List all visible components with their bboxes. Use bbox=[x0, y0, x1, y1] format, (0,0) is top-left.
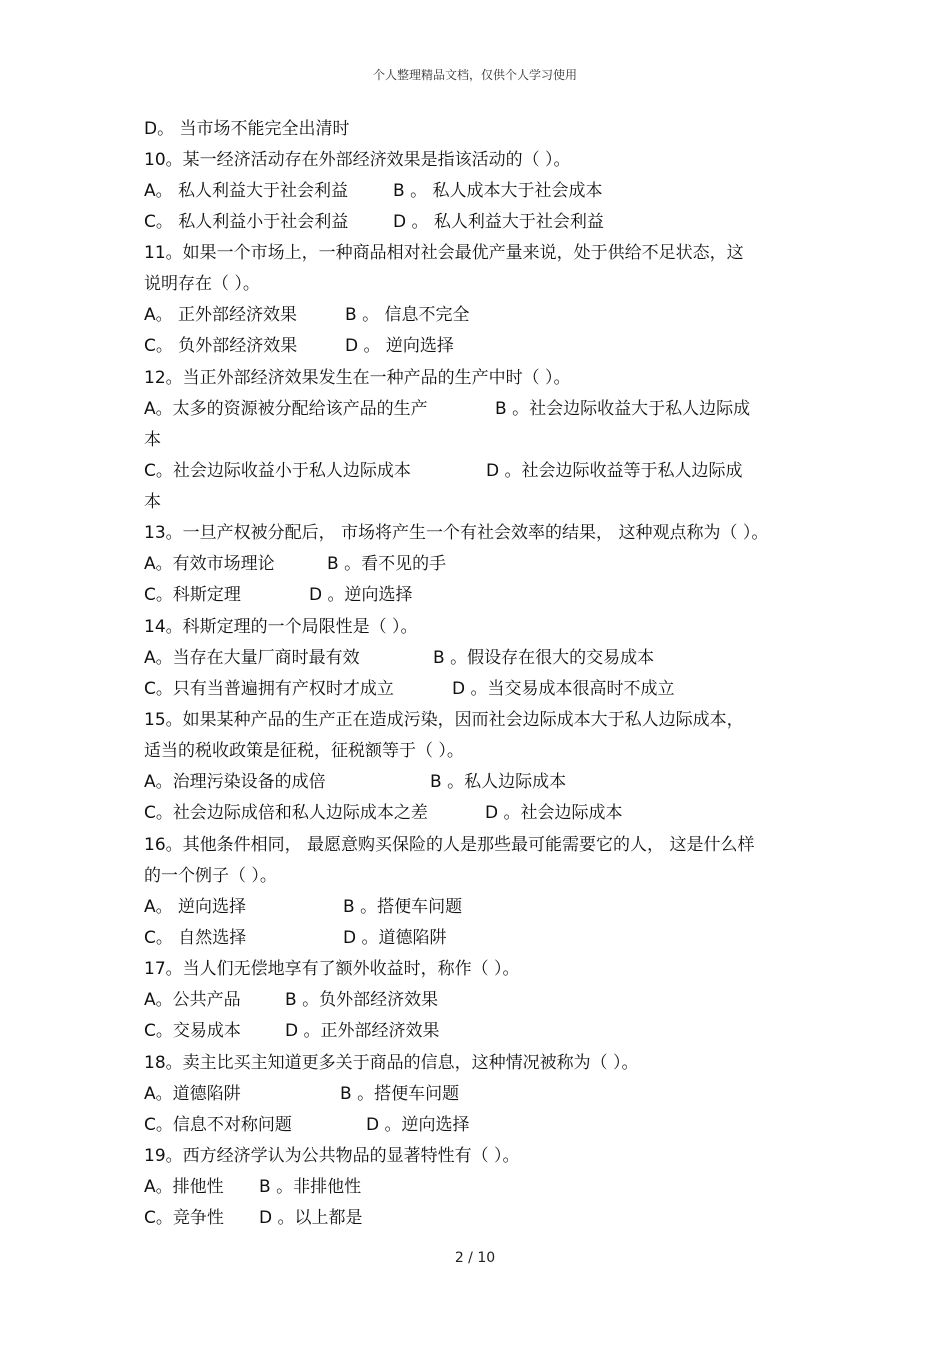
q14-option-d: D 。当交易成本很高时不成立 bbox=[452, 679, 675, 699]
q19-stem: 19。西方经济学认为公共物品的显著特性有（ ）。 bbox=[144, 1146, 520, 1166]
q12-stem: 12。当正外部经济效果发生在一种产品的生产中时（ ）。 bbox=[144, 368, 571, 388]
q11-option-c: C。 负外部经济效果 bbox=[144, 336, 298, 356]
q14-option-a: A。当存在大量厂商时最有效 bbox=[144, 648, 360, 668]
q13-option-d: D 。逆向选择 bbox=[309, 585, 413, 605]
q17-stem: 17。当人们无偿地享有了额外收益时，称作（ ）。 bbox=[144, 959, 520, 979]
q14-option-c: C。只有当普遍拥有产权时才成立 bbox=[144, 679, 394, 699]
q13-option-a: A。有效市场理论 bbox=[144, 554, 275, 574]
q14-stem: 14。科斯定理的一个局限性是（ ）。 bbox=[144, 617, 418, 637]
q11-stem: 11。如果一个市场上，一种商品相对社会最优产量来说，处于供给不足状态，这 bbox=[144, 243, 744, 263]
q13-option-b: B 。看不见的手 bbox=[327, 554, 447, 574]
q19-option-b: B 。非排他性 bbox=[259, 1177, 362, 1197]
q10-option-d: D 。 私人利益大于社会利益 bbox=[393, 212, 604, 232]
q18-option-b: B 。搭便车问题 bbox=[340, 1084, 460, 1104]
q15-option-d: D 。社会边际成本 bbox=[485, 803, 623, 823]
q11-stem-cont: 说明存在（ ）。 bbox=[144, 274, 260, 294]
q16-option-b: B 。搭便车问题 bbox=[343, 897, 463, 917]
q10-option-a: A。 私人利益大于社会利益 bbox=[144, 181, 349, 201]
q18-stem: 18。卖主比买主知道更多关于商品的信息，这种情况被称为（ ）。 bbox=[144, 1053, 639, 1073]
q15-option-a: A。治理污染设备的成倍 bbox=[144, 772, 326, 792]
q12-option-c: C。社会边际收益小于私人边际成本 bbox=[144, 461, 411, 481]
q13-option-c: C。科斯定理 bbox=[144, 585, 241, 605]
q10-option-b: B 。 私人成本大于社会成本 bbox=[393, 181, 603, 201]
q18-option-d: D 。逆向选择 bbox=[366, 1115, 470, 1135]
q12-option-a: A。太多的资源被分配给该产品的生产 bbox=[144, 399, 428, 419]
q19-option-c: C。竞争性 bbox=[144, 1208, 224, 1228]
q19-option-d: D 。以上都是 bbox=[259, 1208, 363, 1228]
q15-stem: 15。如果某种产品的生产正在造成污染，因而社会边际成本大于私人边际成本， bbox=[144, 710, 744, 730]
q11-option-a: A。 正外部经济效果 bbox=[144, 305, 298, 325]
q15-option-c: C。社会边际成倍和私人边际成本之差 bbox=[144, 803, 428, 823]
q16-stem: 16。其他条件相同， 最愿意购买保险的人是那些最可能需要它的人， 这是什么样 bbox=[144, 835, 755, 855]
q10-stem: 10。某一经济活动存在外部经济效果是指该活动的（ ）。 bbox=[144, 150, 571, 170]
q17-option-b: B 。负外部经济效果 bbox=[285, 990, 439, 1010]
q17-option-c: C。交易成本 bbox=[144, 1021, 241, 1041]
q12-option-b-cont: 本 bbox=[144, 430, 161, 450]
q18-option-c: C。信息不对称问题 bbox=[144, 1115, 292, 1135]
q16-stem-cont: 的一个例子（ ）。 bbox=[144, 866, 277, 886]
q12-option-d: D 。社会边际收益等于私人边际成 bbox=[486, 461, 743, 481]
q19-option-a: A。排他性 bbox=[144, 1177, 224, 1197]
q17-option-a: A。公共产品 bbox=[144, 990, 241, 1010]
q13-stem: 13。一旦产权被分配后， 市场将产生一个有社会效率的结果， 这种观点称为（ ）。 bbox=[144, 523, 769, 543]
q11-option-d: D 。 逆向选择 bbox=[345, 336, 454, 356]
page-number: 2 / 10 bbox=[454, 1250, 496, 1266]
q15-option-b: B 。私人边际成本 bbox=[430, 772, 567, 792]
q14-option-b: B 。假设存在很大的交易成本 bbox=[433, 648, 655, 668]
q10-option-c: C。 私人利益小于社会利益 bbox=[144, 212, 349, 232]
q11-option-b: B 。 信息不完全 bbox=[345, 305, 470, 325]
q12-option-b: B 。社会边际收益大于私人边际成 bbox=[495, 399, 751, 419]
q16-option-d: D 。道德陷阱 bbox=[343, 928, 447, 948]
q18-option-a: A。道德陷阱 bbox=[144, 1084, 241, 1104]
q15-stem-cont: 适当的税收政策是征税，征税额等于（ ）。 bbox=[144, 741, 464, 761]
q17-option-d: D 。正外部经济效果 bbox=[285, 1021, 440, 1041]
q16-option-c: C。 自然选择 bbox=[144, 928, 247, 948]
q16-option-a: A。 逆向选择 bbox=[144, 897, 247, 917]
q9-option-d: D。 当市场不能完全出清时 bbox=[144, 119, 350, 139]
page-header: 个人整理精品文档，仅供个人学习使用 bbox=[372, 68, 577, 82]
q12-option-d-cont: 本 bbox=[144, 492, 161, 512]
